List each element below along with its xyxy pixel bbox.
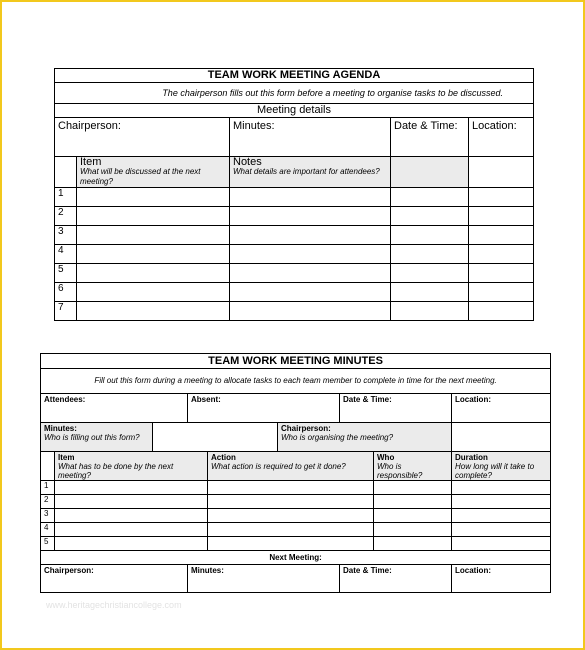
- agenda-extra-header: [391, 157, 469, 188]
- meeting-minutes-table: [40, 353, 551, 593]
- meeting-agenda-table: [54, 68, 534, 321]
- table-row: [41, 537, 551, 551]
- meeting-details-heading: Meeting details: [55, 104, 534, 118]
- agenda-cell[interactable]: [391, 264, 469, 283]
- minutes-action-cell[interactable]: [208, 523, 374, 537]
- agenda-item-header: [77, 157, 230, 188]
- agenda-notes-cell[interactable]: [230, 207, 391, 226]
- agenda-cell[interactable]: [391, 188, 469, 207]
- agenda-intro: The chairperson fills out this form before a meeting to organise tasks to be discussed.: [55, 83, 534, 104]
- minutes-item-header: [55, 452, 208, 481]
- footer-location-field[interactable]: Location:: [452, 565, 551, 593]
- minutes-duration-cell[interactable]: [452, 509, 551, 523]
- agenda-cell[interactable]: [391, 283, 469, 302]
- agenda-extra-header-2: [469, 157, 534, 188]
- minutes-duration-subtitle: How long will it take to complete?: [455, 462, 535, 480]
- agenda-item-cell[interactable]: [77, 188, 230, 207]
- minutes-duration-cell[interactable]: [452, 537, 551, 551]
- minutes-action-cell[interactable]: [208, 481, 374, 495]
- agenda-notes-cell[interactable]: [230, 245, 391, 264]
- agenda-item-cell[interactable]: [77, 226, 230, 245]
- agenda-item-cell[interactable]: [77, 245, 230, 264]
- minutes-who-cell[interactable]: [374, 509, 452, 523]
- agenda-cell[interactable]: [391, 226, 469, 245]
- footer-chairperson-field[interactable]: Chairperson:: [41, 565, 188, 593]
- table-row: [55, 245, 534, 264]
- table-row: [55, 264, 534, 283]
- minutes-item-cell[interactable]: [55, 509, 208, 523]
- minutes-duration-cell[interactable]: [452, 523, 551, 537]
- minutes-taker-title: Minutes:: [44, 424, 77, 433]
- agenda-cell[interactable]: [391, 207, 469, 226]
- minutes-title: TEAM WORK MEETING MINUTES: [41, 354, 551, 369]
- minutes-date-time-field[interactable]: Date & Time:: [340, 394, 452, 423]
- minutes-who-subtitle: Who is responsible?: [377, 462, 423, 480]
- minutes-action-cell[interactable]: [208, 495, 374, 509]
- table-row: [55, 302, 534, 321]
- chairperson-subtitle: Who is organising the meeting?: [281, 433, 394, 442]
- agenda-title: TEAM WORK MEETING AGENDA: [55, 69, 534, 83]
- agenda-notes-header: [230, 157, 391, 188]
- agenda-date-time-field[interactable]: Date & Time:: [391, 118, 469, 157]
- agenda-cell[interactable]: [469, 264, 534, 283]
- agenda-notes-title: Notes: [233, 156, 262, 168]
- row-number: 5: [41, 537, 55, 551]
- agenda-item-title: Item: [80, 156, 102, 168]
- agenda-item-cell[interactable]: [77, 207, 230, 226]
- minutes-location-field[interactable]: Location:: [452, 394, 551, 423]
- agenda-item-cell[interactable]: [77, 302, 230, 321]
- agenda-number-header: [55, 157, 77, 188]
- attendees-field[interactable]: Attendees:: [41, 394, 188, 423]
- agenda-cell[interactable]: [391, 245, 469, 264]
- row-number: 2: [55, 207, 77, 226]
- row-number: 1: [55, 188, 77, 207]
- minutes-item-cell[interactable]: [55, 523, 208, 537]
- minutes-item-cell[interactable]: [55, 495, 208, 509]
- agenda-notes-cell[interactable]: [230, 283, 391, 302]
- minutes-item-cell[interactable]: [55, 481, 208, 495]
- minutes-duration-title: Duration: [455, 453, 488, 462]
- agenda-cell[interactable]: [469, 283, 534, 302]
- minutes-who-cell[interactable]: [374, 537, 452, 551]
- minutes-taker-value[interactable]: [153, 423, 278, 452]
- row-number: 3: [41, 509, 55, 523]
- table-row: [41, 523, 551, 537]
- agenda-cell[interactable]: [391, 302, 469, 321]
- minutes-intro: Fill out this form during a meeting to allocate tasks to each team member to complete in time for the next meeting.: [41, 369, 551, 394]
- row-number: 5: [55, 264, 77, 283]
- row-number: 1: [41, 481, 55, 495]
- agenda-notes-cell[interactable]: [230, 188, 391, 207]
- agenda-item-cell[interactable]: [77, 283, 230, 302]
- row-number: 6: [55, 283, 77, 302]
- minutes-who-header: [374, 452, 452, 481]
- minutes-who-cell[interactable]: [374, 495, 452, 509]
- minutes-taker-subtitle: Who is filling out this form?: [44, 433, 140, 442]
- row-number: 2: [41, 495, 55, 509]
- agenda-item-subtitle: What will be discussed at the next meeting?: [80, 167, 201, 186]
- agenda-chairperson-field[interactable]: Chairperson:: [55, 118, 230, 157]
- agenda-location-field[interactable]: Location:: [469, 118, 534, 157]
- agenda-cell[interactable]: [469, 226, 534, 245]
- table-row: [55, 226, 534, 245]
- minutes-item-cell[interactable]: [55, 537, 208, 551]
- table-row: [41, 495, 551, 509]
- agenda-cell[interactable]: [469, 245, 534, 264]
- agenda-notes-cell[interactable]: [230, 264, 391, 283]
- chairperson-label: [278, 423, 452, 452]
- minutes-who-cell[interactable]: [374, 523, 452, 537]
- table-row: [41, 509, 551, 523]
- minutes-number-header: [41, 452, 55, 481]
- minutes-duration-cell[interactable]: [452, 481, 551, 495]
- agenda-notes-cell[interactable]: [230, 302, 391, 321]
- table-row: [55, 283, 534, 302]
- minutes-duration-header: [452, 452, 551, 481]
- table-row: [55, 188, 534, 207]
- row-number: 4: [41, 523, 55, 537]
- agenda-minutes-field[interactable]: Minutes:: [230, 118, 391, 157]
- agenda-cell[interactable]: [469, 188, 534, 207]
- minutes-item-subtitle: What has to be done by the next meeting?: [58, 462, 174, 480]
- watermark-text: www.heritagechristiancollege.com: [46, 600, 182, 610]
- table-row: [55, 207, 534, 226]
- agenda-notes-subtitle: What details are important for attendees?: [233, 167, 380, 176]
- footer-minutes-field[interactable]: Minutes:: [188, 565, 340, 593]
- footer-date-time-field[interactable]: Date & Time:: [340, 565, 452, 593]
- minutes-item-title: Item: [58, 453, 75, 462]
- minutes-action-cell[interactable]: [208, 509, 374, 523]
- chairperson-value[interactable]: [452, 423, 551, 452]
- minutes-action-title: Action: [211, 453, 236, 462]
- agenda-cell[interactable]: [469, 302, 534, 321]
- minutes-action-header: [208, 452, 374, 481]
- minutes-who-cell[interactable]: [374, 481, 452, 495]
- next-meeting-heading: Next Meeting:: [41, 551, 551, 565]
- document-page: [2, 2, 583, 648]
- minutes-taker-label: [41, 423, 153, 452]
- row-number: 4: [55, 245, 77, 264]
- absent-field[interactable]: Absent:: [188, 394, 340, 423]
- agenda-item-cell[interactable]: [77, 264, 230, 283]
- row-number: 3: [55, 226, 77, 245]
- agenda-cell[interactable]: [469, 207, 534, 226]
- chairperson-title: Chairperson:: [281, 424, 331, 433]
- minutes-action-cell[interactable]: [208, 537, 374, 551]
- agenda-notes-cell[interactable]: [230, 226, 391, 245]
- minutes-action-subtitle: What action is required to get it done?: [211, 462, 346, 471]
- row-number: 7: [55, 302, 77, 321]
- minutes-who-title: Who: [377, 453, 395, 462]
- table-row: [41, 481, 551, 495]
- minutes-duration-cell[interactable]: [452, 495, 551, 509]
